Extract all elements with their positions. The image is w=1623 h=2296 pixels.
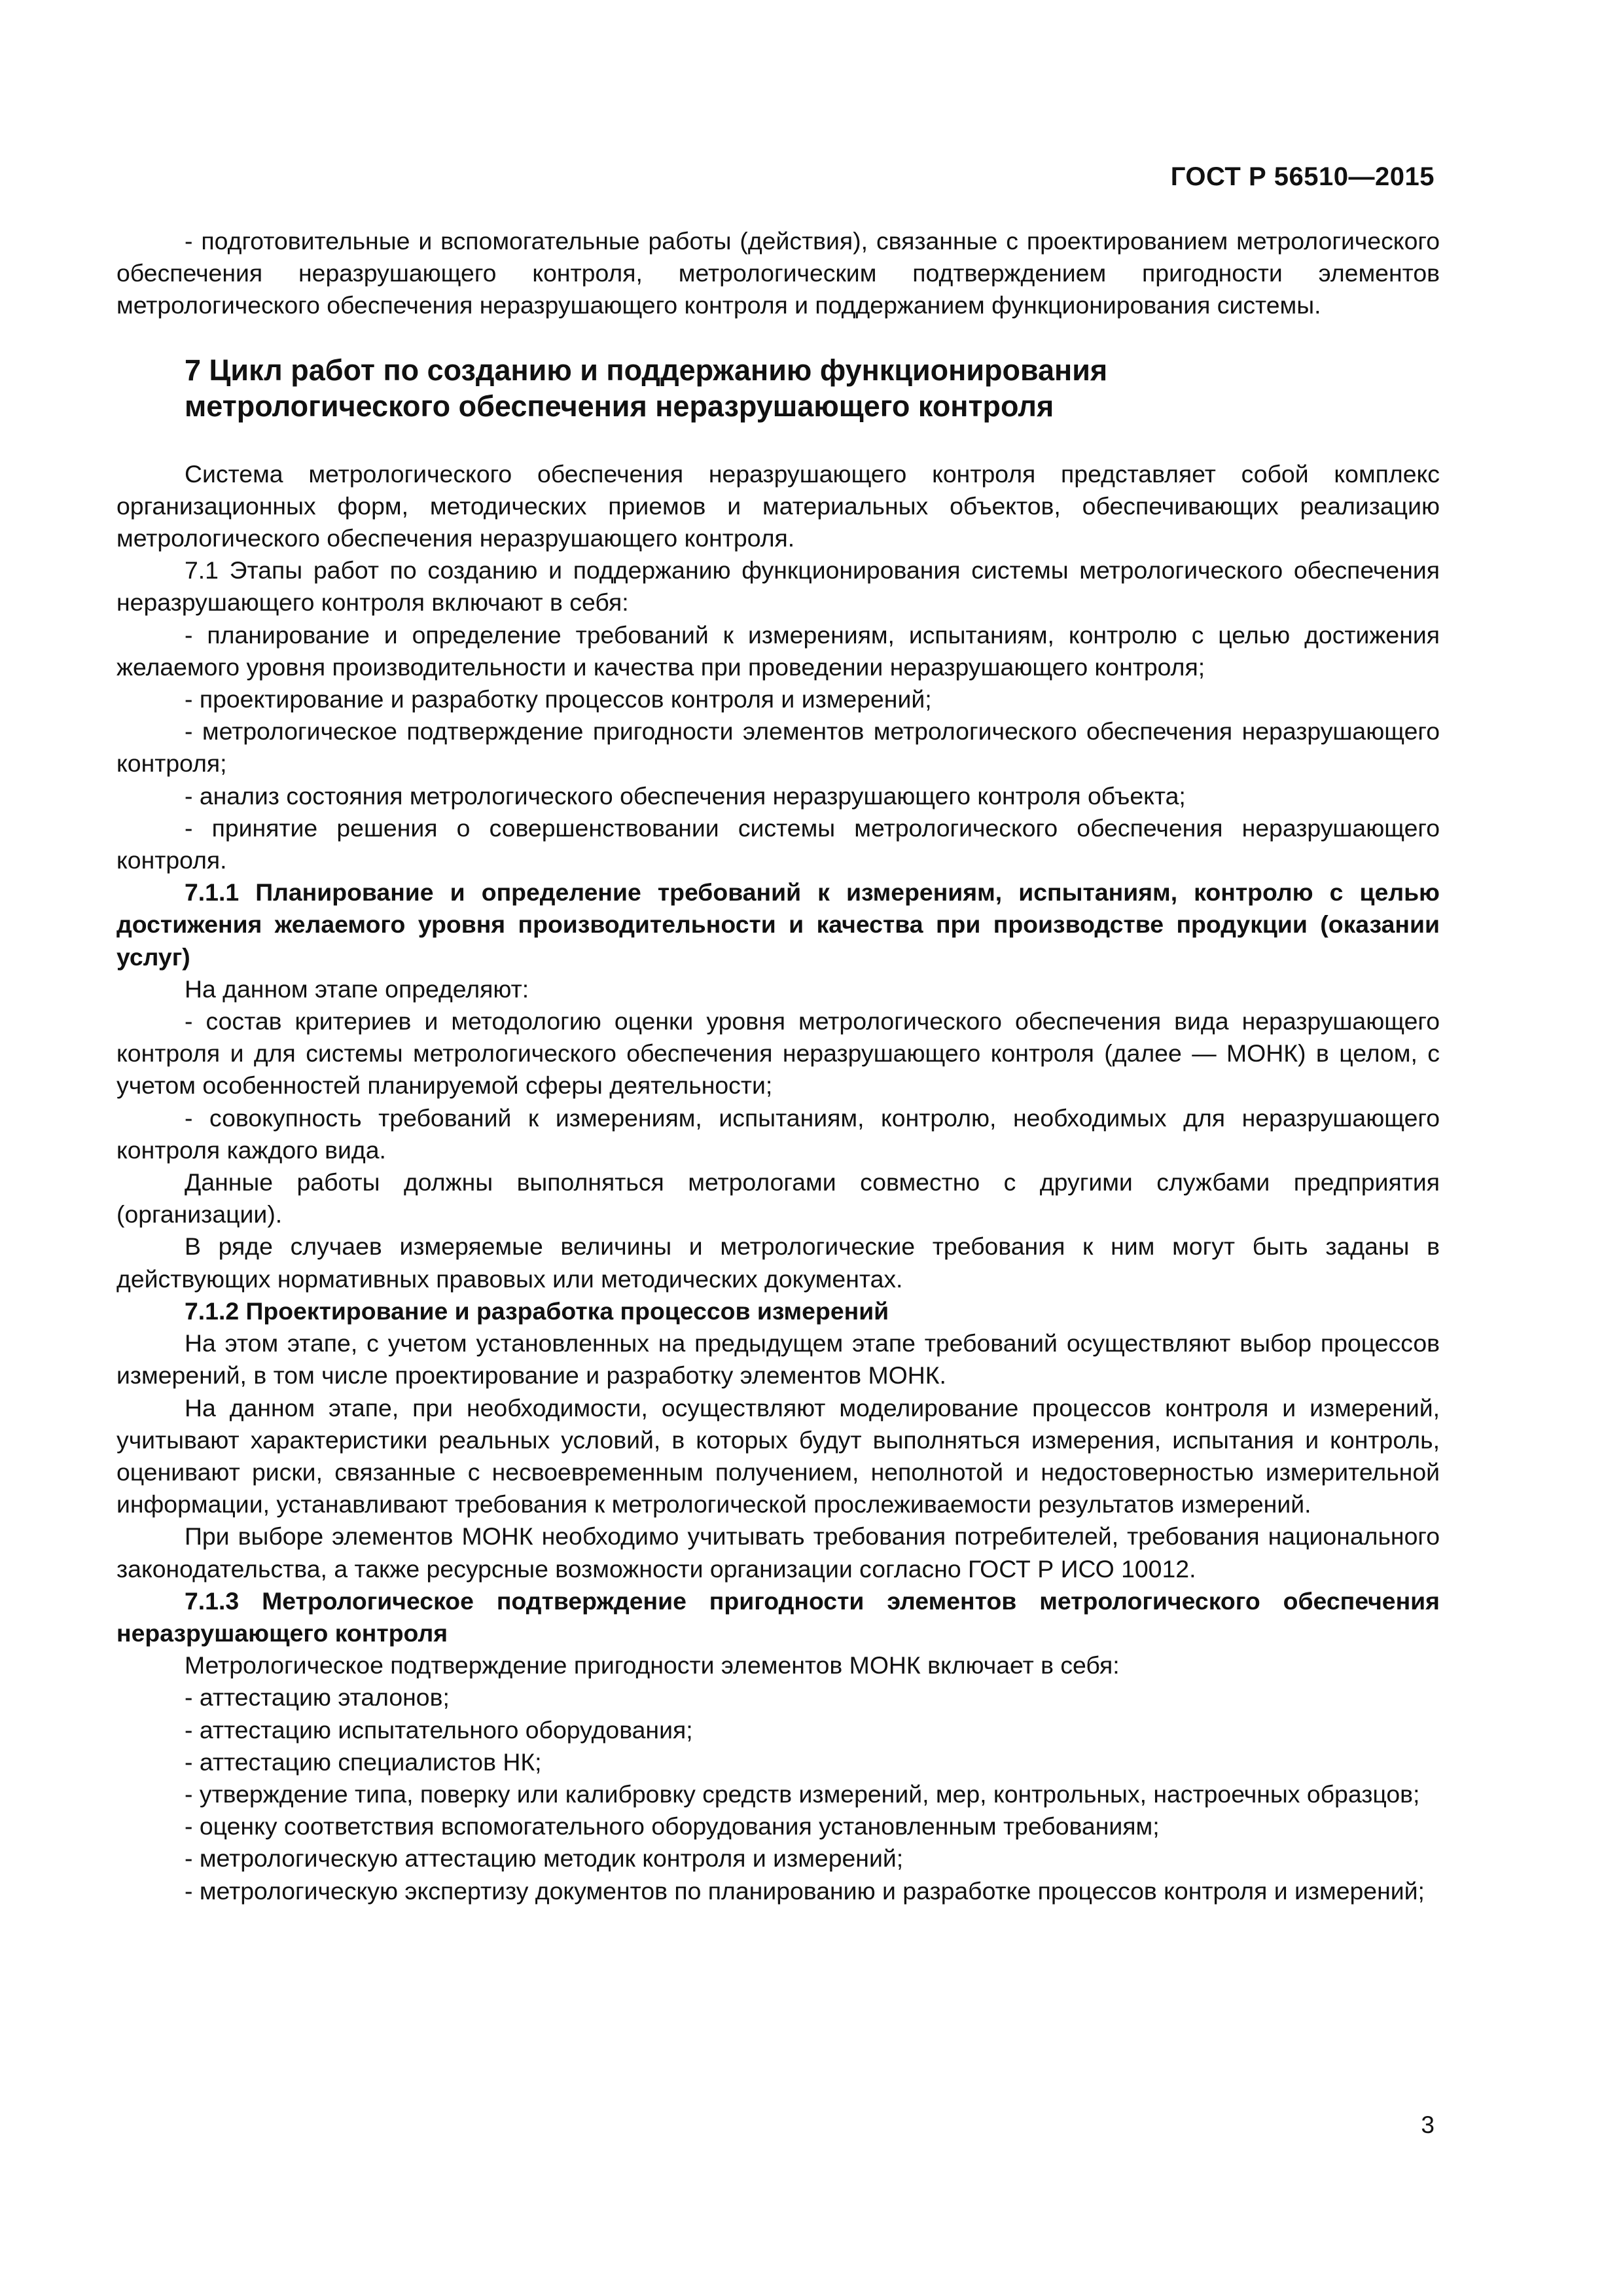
paragraph: Метрологическое подтверждение пригодности элементов МОНК включает в себя: (185, 1651, 1120, 1679)
list-item: - метрологическую аттестацию методик контроля и измерений; (185, 1844, 904, 1873)
list-item: - проектирование и разработку процессов контроля и измерений; (185, 685, 932, 713)
list-item: - состав критериев и методологию оценки уровня метрологического обеспечения вида неразрушающего контроля и для системы метрологического обеспечения неразрушающего контроля (далее — МОНК) в целом, с учетом особенностей планируемой сферы деятельности; (116, 1007, 1440, 1100)
paragraph: Система метрологического обеспечения неразрушающего контроля представляет собой комплекс организационных форм, методических приемов и материальных объектов, обеспечивающих реализацию метрологического обеспечения неразрушающего контроля. (116, 459, 1440, 552)
list-item: - анализ состояния метрологического обеспечения неразрушающего контроля объекта; (185, 781, 1186, 810)
list-item: - планирование и определение требований к измерениям, испытаниям, контролю с целью достижения желаемого уровня производительности и качества при проведении неразрушающего контроля; (116, 620, 1440, 681)
section-title: 7 Цикл работ по созданию и поддержанию функционирования метрологического обеспечения неразрушающего контроля (185, 353, 1108, 423)
list-item: - аттестацию специалистов НК; (185, 1748, 542, 1776)
subsection-heading: 7.1.3 Метрологическое подтверждение пригодности элементов метрологического обеспечения неразрушающего контроля (116, 1587, 1440, 1647)
list-item: - оценку соответствия вспомогательного оборудования установленным требованиям; (185, 1812, 1160, 1840)
paragraph: При выборе элементов МОНК необходимо учитывать требования потребителей, требования национального законодательства, а также ресурсные возможности организации согласно ГОСТ Р ИСО 10012. (116, 1522, 1440, 1583)
list-item: - совокупность требований к измерениям, испытаниям, контролю, необходимых для неразрушающего контроля каждого вида. (116, 1103, 1440, 1164)
document-code: ГОСТ Р 56510—2015 (1170, 162, 1435, 191)
subsection-heading: 7.1.1 Планирование и определение требований к измерениям, испытаниям, контролю с целью достижения желаемого уровня производительности и качества при производстве продукции (оказании услуг) (116, 878, 1440, 971)
list-item: - метрологическую экспертизу документов по планированию и разработке процессов контроля и измерений; (185, 1876, 1425, 1905)
list-item: - принятие решения о совершенствовании системы метрологического обеспечения неразрушающего контроля. (116, 814, 1440, 874)
list-item: - утверждение типа, поверку или калибровку средств измерений, мер, контрольных, настроечных образцов; (185, 1780, 1420, 1808)
paragraph: Данные работы должны выполняться метрологами совместно с другими службами предприятия (организации). (116, 1168, 1440, 1229)
paragraph: 7.1 Этапы работ по созданию и поддержанию функционирования системы метрологического обеспечения неразрушающего контроля включают в себя: (116, 556, 1440, 617)
paragraph: На данном этапе, при необходимости, осуществляют моделирование процессов контроля и измерений, учитывают характеристики реальных условий, в которых будут выполняться измерения, испытания и контроль, оценивают риски, связанные с несвоевременным получением, неполнотой и недостоверностью измерительной информации, устанавливают требования к метрологической прослеживаемости результатов измерений. (116, 1393, 1440, 1518)
list-item: - подготовительные и вспомогательные работы (действия), связанные с проектированием метрологического обеспечения неразрушающего контроля, метрологическим подтверждением пригодности элементов метрологического обеспечения неразрушающего контроля и поддержанием функционирования системы. (116, 227, 1440, 319)
list-item: - аттестацию эталонов; (185, 1683, 450, 1712)
list-item: - метрологическое подтверждение пригодности элементов метрологического обеспечения неразрушающего контроля; (116, 717, 1440, 778)
paragraph: На данном этапе определяют: (185, 975, 529, 1003)
page-number: 3 (1421, 2111, 1435, 2138)
paragraph: В ряде случаев измеряемые величины и метрологические требования к ним могут быть заданы в действующих нормативных правовых или методических документах. (116, 1232, 1440, 1293)
subsection-heading: 7.1.2 Проектирование и разработка процессов измерений (185, 1297, 889, 1325)
list-item: - аттестацию испытательного оборудования; (185, 1715, 693, 1744)
document-body (116, 225, 1440, 1907)
paragraph: На этом этапе, с учетом установленных на предыдущем этапе требований осуществляют выбор процессов измерений, в том числе проектирование и разработку элементов МОНК. (116, 1329, 1440, 1390)
